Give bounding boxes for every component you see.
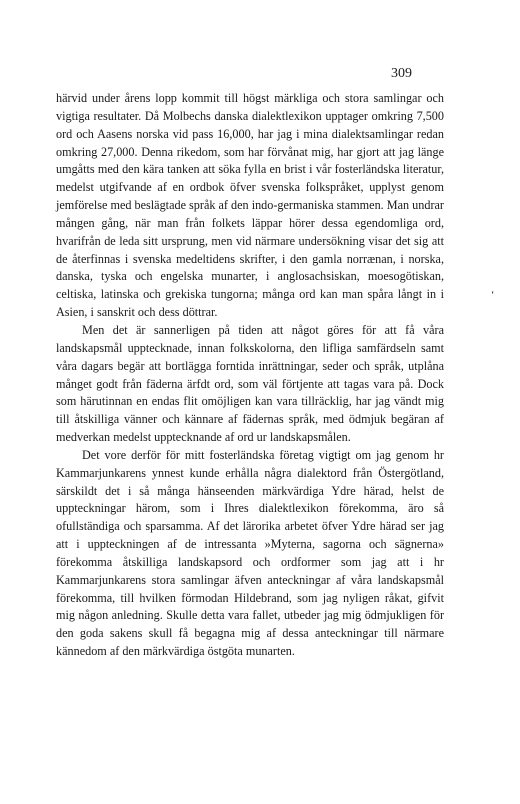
paragraph-3: Det vore derför för mitt fosterländska företag vigtigt om jag genom hr Kammarjunkarens ynnest kunde erhålla några dialektord från Östergötland, särskildt det i så många hänseenden märkvärdiga Ydre härad, helst de uppteckningar härom, som i Ihres dialektlexikon förekomma, äro så ofullständiga och sparsamma. Af det lärorika arbetet öfver Ydre härad ser jag att i uppteckningen af de intressanta »Myterna, sagorna och sägnerna» förekomma åtskilliga landskapsord och ordformer som jag att i hr Kammarjunkarens stora samlingar äfven anteckningar af våra landskapsmål förekomma, till hvilken förmodan Hildebrand, som jag nyligen råkat, gifvit mig någon anledning. Skulle detta vara fallet, utbeder jag mig ödmjukligen för den goda sakens skull få begagna mig af dessa anteckningar till närmare kännedom af den märkvärdiga östgöta munarten. [56,447,444,659]
page-number: 309 [391,66,412,81]
paragraph-1: härvid under årens lopp kommit till högst märkliga och stora samlingar och vigtiga resultater. Då Molbechs danska dialektlexikon upptager omkring 7,500 ord och Aasens norska vid pass 16,000, har jag i mina dialektsamlingar redan omkring 27,000. Denna rikedom, som har förvånat mig, har gjort att jag länge umgåtts med den kära tanken att söka fylla en brist i vår fosterländska literatur, medelst utgifvande af en ordbok öfver svenska folkspråket, upplyst genom jemförelse med beslägtade språk af den indo-germaniska stammen. Man undrar mången gång, när man från folkets läppar hörer dessa egendomliga ord, hvarifrån de leda sitt ursprung, men vid närmare undersökning visar det sig att de återfinnas i svenska medeltidens skrifter, i den gamla norrænan, i norska, danska, tyska och engelska munarter, i anglosachsiskan, moesogötiskan, celtiska, latinska och grekiska tungorna; många ord kan man spåra långt in i Asien, i sanskrit och dess döttrar. [56,91,444,320]
paragraph-2: Men det är sannerligen på tiden att något göres för att få våra landskapsmål upptecknade, innan folkskolorna, den lifliga samfärdseln samt våra dagars begär att bortlägga forntida inrättningar, seder och språk, utplåna månget godt från fäderna ärfdt ord, som väl förtjente att tagas vara på. Dock som härutinnan en endas flit omöjligen kan vara tillräcklig, har jag vändt mig till åtskilliga vänner och kännare af fädernas språk, med ödmjuk begäran af medverkan medelst upptecknande af ord ur landskapsmålen. [56,322,444,445]
body-text [56,90,444,661]
margin-mark: ʻ [491,290,495,301]
